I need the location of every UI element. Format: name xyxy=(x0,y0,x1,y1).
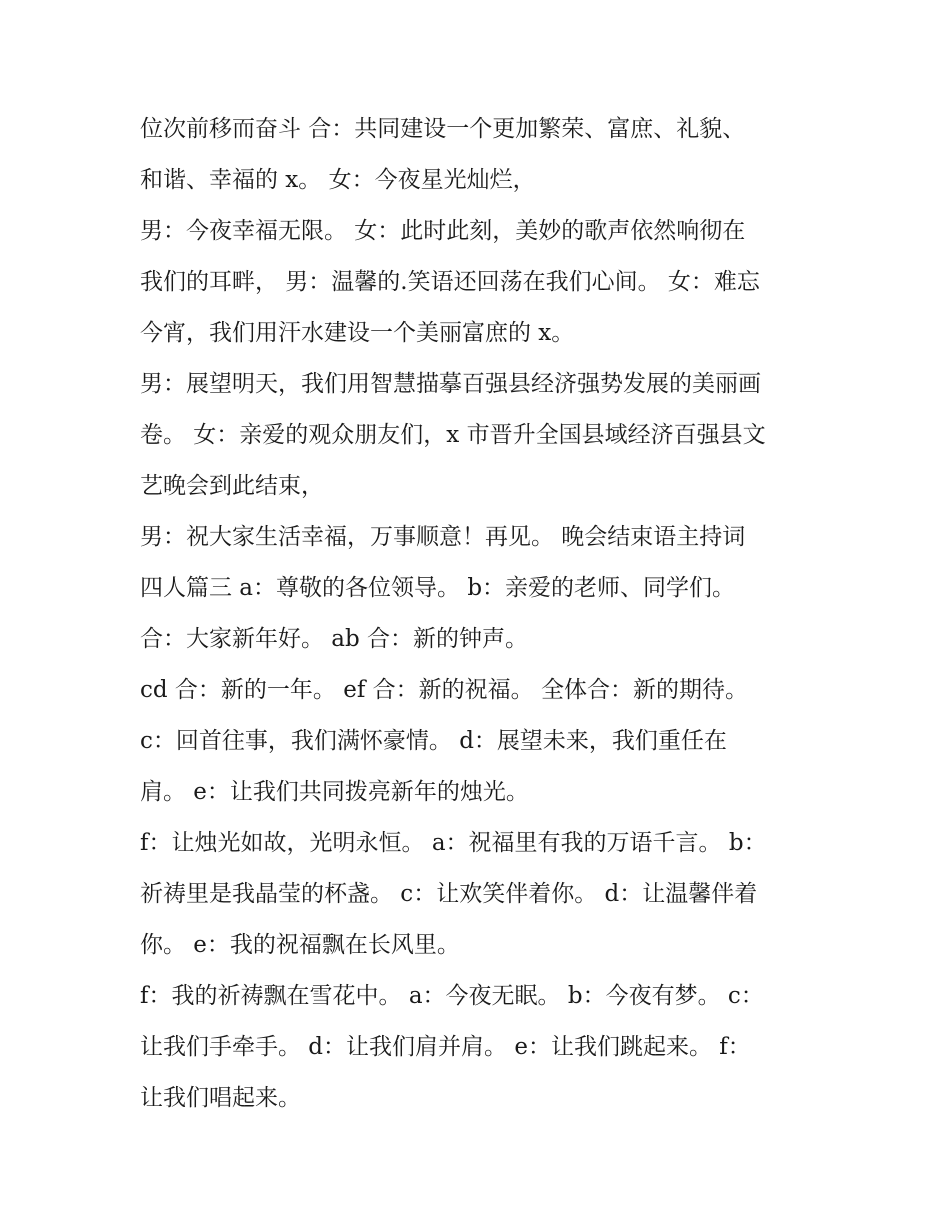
text-line: 和谐、幸福的 x。 女：今夜星光灿烂， xyxy=(140,167,536,193)
text-line: f：让烛光如故，光明永恒。 a：祝福里有我的万语千言。 b： xyxy=(140,830,767,856)
text-line: 祈祷里是我晶莹的杯盏。 c：让欢笑伴着你。 d：让温馨伴着 xyxy=(140,881,758,907)
text-line: 男：展望明天，我们用智慧描摹百强县经济强势发展的美丽画 xyxy=(140,371,761,397)
text-line: 男：今夜幸福无限。 女：此时此刻，美妙的歌声依然响彻在 xyxy=(140,218,746,244)
text-line: 你。 e：我的祝福飘在长风里。 xyxy=(140,932,460,958)
text-line: 让我们唱起来。 xyxy=(140,1085,301,1111)
text-line: 今宵，我们用汗水建设一个美丽富庶的 x。 xyxy=(140,320,575,346)
text-line: 四人篇三 a：尊敬的各位领导。 b：亲爱的老师、同学们。 xyxy=(140,575,736,601)
text-line: c：回首往事，我们满怀豪情。 d：展望未来，我们重任在 xyxy=(140,728,727,754)
text-line: 卷。 女：亲爱的观众朋友们，x 市晋升全国县域经济百强县文 xyxy=(140,422,766,448)
text-line: f：我的祈祷飘在雪花中。 a：今夜无眠。 b：今夜有梦。 c： xyxy=(140,983,764,1009)
text-line: 男：祝大家生活幸福，万事顺意！再见。 晚会结束语主持词 xyxy=(140,524,746,550)
text-line: 位次前移而奋斗 合：共同建设一个更加繁荣、富庶、礼貌、 xyxy=(140,116,746,142)
text-line: 合：大家新年好。 ab 合：新的钟声。 xyxy=(140,626,529,652)
text-line: 肩。 e：让我们共同拨亮新年的烛光。 xyxy=(140,779,529,805)
text-line: cd 合：新的一年。 ef 合：新的祝福。 全体合：新的期待。 xyxy=(140,677,748,703)
document-body xyxy=(140,104,830,1124)
text-line: 艺晚会到此结束， xyxy=(140,473,324,499)
text-line: 我们的耳畔， 男：温馨的.笑语还回荡在我们心间。 女：难忘 xyxy=(140,269,760,295)
text-line: 让我们手牵手。 d：让我们肩并肩。 e：让我们跳起来。 f： xyxy=(140,1034,751,1060)
